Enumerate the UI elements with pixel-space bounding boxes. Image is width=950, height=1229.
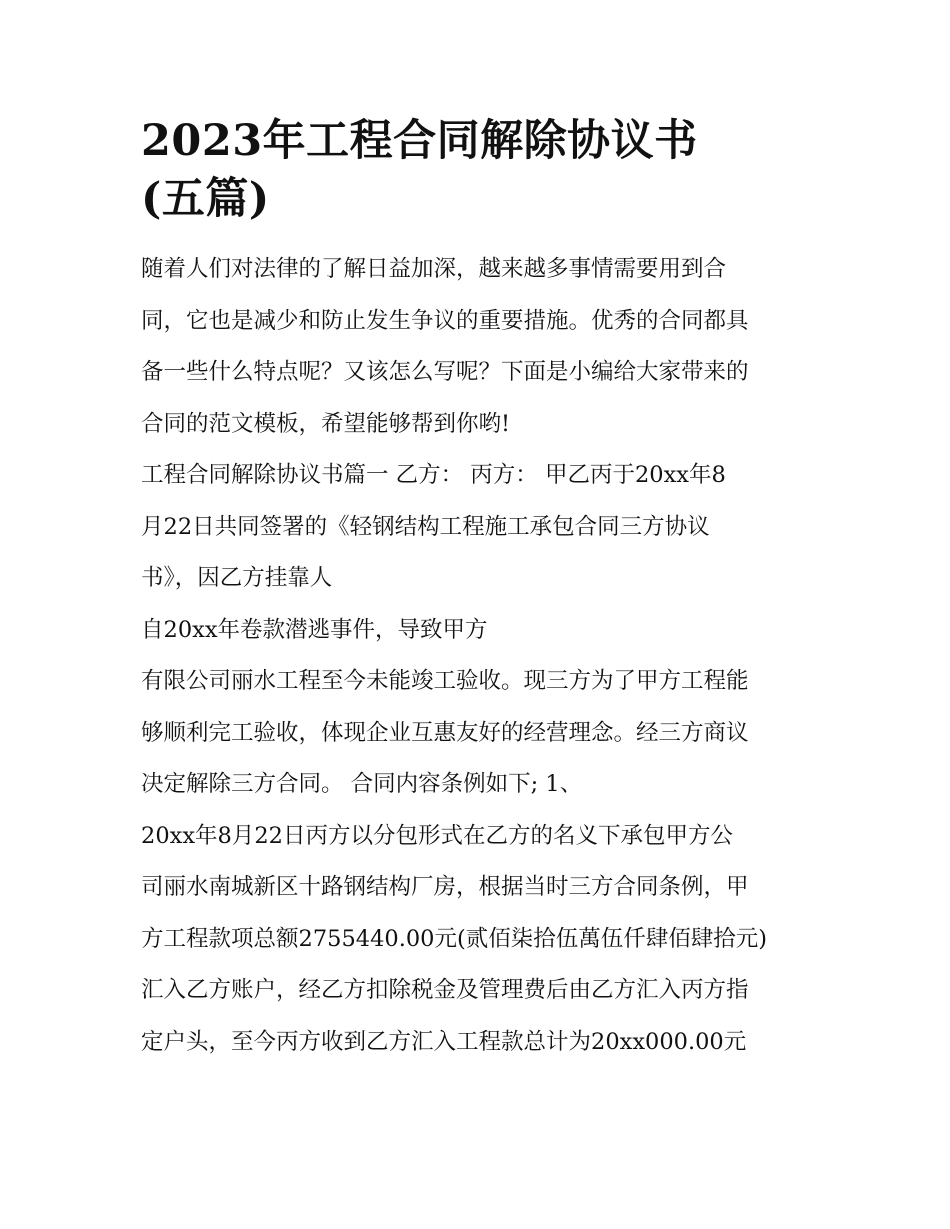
incident-paragraph (141, 605, 813, 657)
text-line: 备一些什么特点呢？又该怎么写呢？下面是小编给大家带来的 (141, 359, 749, 385)
text-line: 方工程款项总额2755440.00元(贰佰柒拾伍萬伍仟肆佰肆拾元) (141, 925, 768, 952)
text-line: 自20xx年卷款潜逃事件，导致甲方 (141, 616, 488, 643)
text-line: 有限公司丽水工程至今未能竣工验收。现三方为了甲方工程能 (141, 668, 749, 694)
text-line: 20xx年8月22日丙方以分包形式在乙方的名义下承包甲方公 (141, 822, 733, 849)
text-line: 随着人们对法律的了解日益加深，越来越多事情需要用到合 (141, 256, 727, 282)
text-line: 决定解除三方合同。 合同内容条例如下; 1、 (141, 771, 583, 797)
text-line: 合同的范文模板，希望能够帮到你哟! (141, 410, 511, 437)
text-line: 定户头，至今丙方收到乙方汇入工程款总计为20xx000.00元 (141, 1028, 747, 1055)
text-line: 同，它也是减少和防止发生争议的重要措施。优秀的合同都具 (141, 307, 749, 334)
text-line: 汇入乙方账户，经乙方扣除税金及管理费后由乙方汇入丙方指 (141, 977, 749, 1003)
document-page (141, 112, 813, 1068)
agreement-heading-paragraph (141, 450, 813, 605)
text-line: 够顺利完工验收，体现企业互惠友好的经营理念。经三方商议 (141, 719, 749, 746)
text-line: 书》，因乙方挂靠人 (141, 565, 333, 591)
document-title (141, 112, 813, 228)
intro-paragraph (141, 244, 813, 450)
text-line: 司丽水南城新区十路钢结构厂房，根据当时三方合同条例，甲 (141, 874, 749, 900)
text-line: 月22日共同签署的《轻钢结构工程施工承包合同三方协议 (141, 513, 710, 540)
purpose-paragraph (141, 656, 813, 811)
title-line: (五篇) (141, 174, 270, 224)
text-line: 工程合同解除协议书篇一 乙方： 丙方： 甲乙丙于20xx年8 (141, 462, 726, 488)
clause-1-paragraph (141, 811, 813, 1069)
title-line: 2023年工程合同解除协议书 (141, 116, 698, 166)
